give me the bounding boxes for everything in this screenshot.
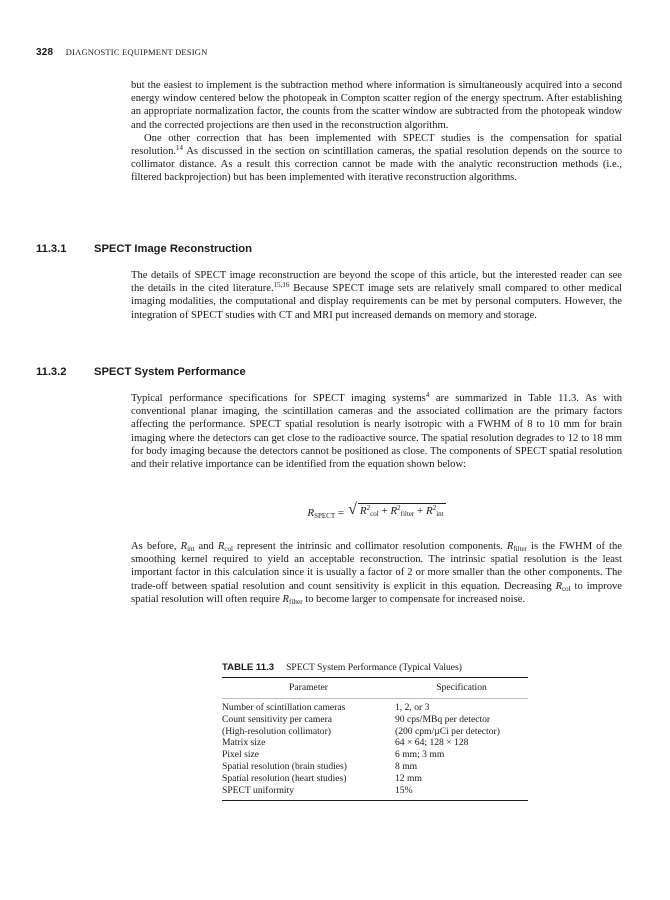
table-title: SPECT System Performance (Typical Values) — [286, 662, 462, 673]
table-label: TABLE 11.3 — [222, 662, 275, 673]
table-cell: Count sensitivity per camera — [222, 713, 333, 725]
column-header-parameter: Parameter — [222, 678, 395, 699]
intro-text-block — [131, 79, 622, 185]
table-row — [222, 726, 528, 738]
table-row — [222, 773, 528, 785]
paragraph-scatter-correction: but the easiest to implement is the subtraction method where information is simultaneously acquired into a second energy window centered below the photopeak in Compton scatter region of the energy spectrum. After establishing an appropriate normalization factor, the counts from the scatter window are subtracted from the photopeak window and the corrected projections are then used in the reconstruction algorithm. — [131, 80, 622, 131]
table-cell: 12 mm — [395, 772, 422, 784]
table-cell: 1, 2, or 3 — [395, 702, 430, 713]
reference-4: 4 — [425, 391, 430, 399]
table-cell: Matrix size — [222, 737, 266, 749]
section-title: SPECT System Performance — [94, 366, 246, 378]
table-cell: (200 cpm/µCi per detector) — [395, 725, 500, 737]
equation-radicand: $R^2_{col} + R^2_{filter} + R^2_{int}$ — [359, 504, 444, 518]
table-row — [222, 714, 528, 726]
section-number: 11.3.1 — [36, 243, 67, 255]
table-cell: Spatial resolution (heart studies) — [222, 772, 347, 784]
paragraph-performance: Typical performance specifications for SPECT imaging systems$^4$ are summarized in Table 11.3. As with conventional planar imaging, the scintillation cameras and the associated collimation are the primary factors affecting the performance. SPECT spatial resolution is nearly isotropic with a FWHM of 8 to 10 mm for brain imaging where the detectors can get close to the radioactive source. The spatial resolution degrades to 12 to 18 mm for body imaging because the detectors cannot be positioned as close. The components of SPECT spatial resolution and their relative importance can be identified from the equation shown below: — [131, 391, 622, 471]
section-number: 11.3.2 — [36, 366, 67, 378]
table-row — [222, 749, 528, 761]
performance-text-block — [131, 392, 622, 471]
table-row — [222, 699, 528, 714]
reference-15-16: 15,16 — [273, 281, 290, 290]
equation-discussion-block — [131, 540, 622, 606]
paragraph-equation-discussion: As before, $R_{int}$ and $R_{col}$ represent the intrinsic and collimator resolution components. $R_{filter}$ is the FWHM of the smoothing kernel required to yield an acceptable reconstruction. The intrinsic spatial resolution is the least important factor in this calculation since it is usually a factor of 2 or more smaller than the other components. The trade-off between spatial resolution and count sensitivity is explicit in this equation. Decreasing $R_{col}$ to improve spatial resolution will often require $R_{filter}$ to become larger to compensate for increased noise. — [131, 541, 622, 606]
table-cell: SPECT uniformity — [222, 785, 395, 801]
column-header-specification: Specification — [395, 678, 528, 699]
table-cell: Number of scintillation cameras — [222, 702, 346, 713]
resolution-equation: $R_{SPECT}$ = √ $R^2_{col} + R^2_{filter} + R^2_{int}$ — [307, 501, 444, 520]
section-title: SPECT Image Reconstruction — [94, 243, 252, 255]
table-cell: (High-resolution collimator) — [222, 725, 331, 737]
running-title: DIAGNOSTIC EQUIPMENT DESIGN — [65, 47, 208, 57]
spect-performance-table — [222, 677, 528, 801]
table-cell: 64 × 64; 128 × 128 — [395, 737, 469, 749]
square-root-icon: √ — [348, 501, 357, 518]
table-header-row — [222, 678, 528, 699]
section-heading-reconstruction — [36, 243, 252, 255]
table-cell: 6 mm; 3 mm — [395, 749, 445, 761]
table-cell: 15% — [395, 785, 528, 801]
table-row — [222, 761, 528, 773]
reference-14: 14 — [176, 144, 184, 153]
table-cell: Spatial resolution (brain studies) — [222, 760, 347, 772]
section-heading-performance — [36, 366, 246, 378]
reconstruction-text-block — [131, 269, 622, 322]
table-cell: 90 cps/MBq per detector — [395, 713, 491, 725]
table-caption — [222, 662, 462, 673]
table-row — [222, 737, 528, 749]
paragraph-resolution-compensation: One other correction that has been implemented with SPECT studies is the compensation for spatial resolution.$^{14}$ As discussed in the section on scintillation cameras, the spatial resolution depends on the source to collimator distance. As a result this correction cannot be made with the analytic reconstruction methods (i.e., filtered backprojection) but has been implemented with iterative reconstruction algorithms. — [131, 132, 622, 184]
table-cell: Pixel size — [222, 749, 260, 761]
running-header — [36, 47, 207, 59]
page-number: 328 — [36, 47, 54, 58]
table-row — [222, 785, 528, 801]
table-cell: 8 mm — [395, 760, 418, 772]
paragraph-reconstruction: The details of SPECT image reconstruction are beyond the scope of this article, but the interested reader can see the details in the cited literature.$^{15,16}$ Because SPECT image sets are relatively small compared to other medical imaging modalities, the computational and display requirements can be met by personal computers. However, the integration of SPECT studies with CT and MRI put increased demands on memory and storage. — [131, 270, 622, 321]
